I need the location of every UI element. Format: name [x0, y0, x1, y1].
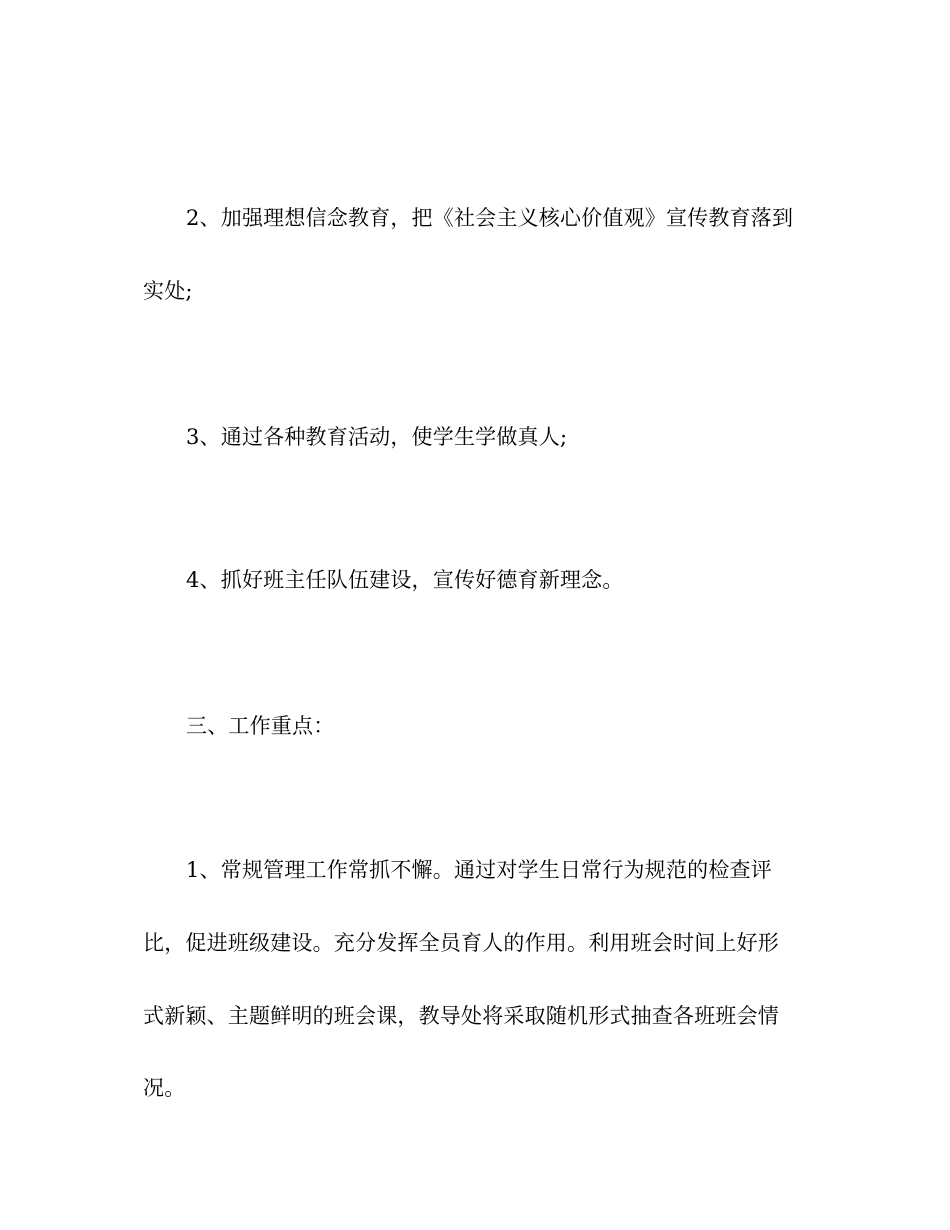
paragraph-focus-1-line-4: 况。 — [143, 1076, 186, 1100]
section-heading-work-focus: 三、工作重点： — [186, 714, 335, 738]
paragraph-item-2-line-1: 2、加强理想信念教育，把《社会主义核心价值观》宣传教育落到 — [186, 206, 794, 230]
paragraph-focus-1-line-2: 比，促进班级建设。充分发挥全员育人的作用。利用班会时间上好形 — [143, 931, 779, 955]
paragraph-item-2-line-2: 实处; — [143, 279, 193, 303]
paragraph-focus-1-line-3: 式新颖、主题鲜明的班会课，教导处将采取随机形式抽查各班班会情 — [143, 1004, 779, 1028]
paragraph-item-4: 4、抓好班主任队伍建设，宣传好德育新理念。 — [186, 568, 624, 592]
paragraph-focus-1-line-1: 1、常规管理工作常抓不懈。通过对学生日常行为规范的检查评 — [186, 858, 772, 882]
paragraph-item-3: 3、通过各种教育活动，使学生学做真人; — [186, 425, 568, 449]
